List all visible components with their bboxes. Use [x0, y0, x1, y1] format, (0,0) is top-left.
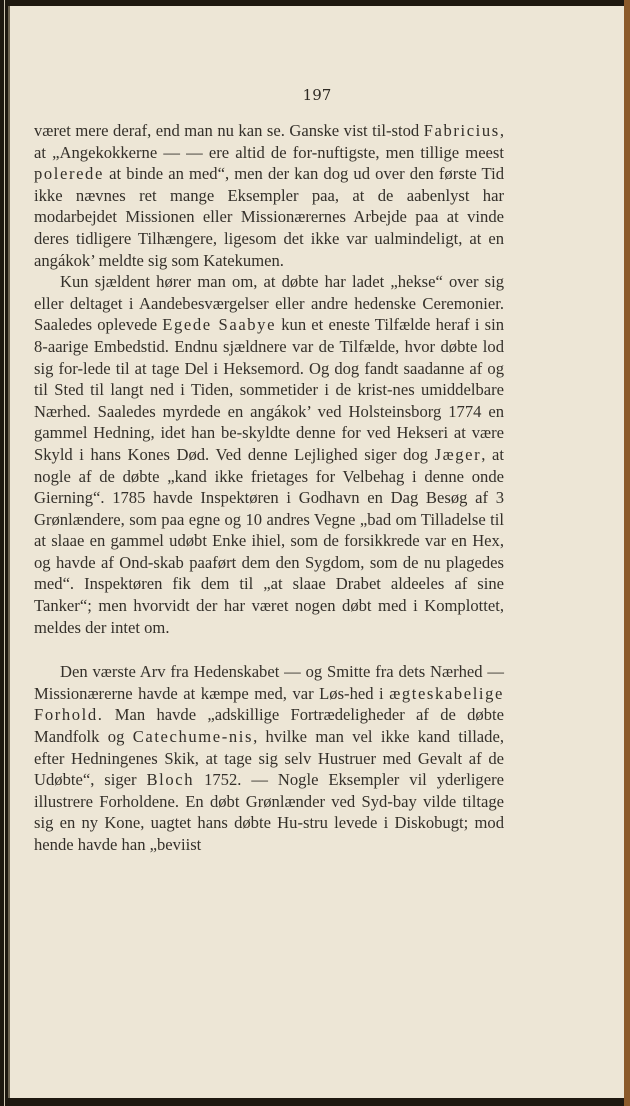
- spaced-name-bloch: Bloch: [146, 770, 195, 790]
- paragraph-3: Den værste Arv fra Hedenskabet — og Smitte fra dets Nærhed — Missionærerne havde at kæmpe med, var Løs-hed i ægteskabelige Forhold. Man havde „adskillige Fortrædeligheder af de døbte Mandfolk og Catechume-nis, hvilke man vel ikke kand tillade, efter Hedningenes Skik, at tage sig selv Hustruer med Gevalt af de Udøbte“, siger Bloch 1752. — Nogle Eksempler vil yderligere illustrere Forholdene. En døbt Grønlænder ved Syd-bay vilde tiltage sig en ny Kone, uagtet hans døbte Hu-stru levede i Diskobugt; mod hende havde han „beviist: [34, 662, 504, 854]
- spaced-word-polerede: polerede: [34, 164, 104, 184]
- paragraph-1: været mere deraf, end man nu kan se. Ganske vist til-stod Fabricius, at „Angekokkerne — — ere altid de for-nuftigste, men tillige meest polerede at binde an med“, men der kan dog ud over den første Tid ikke nævnes ret mange Eksempler paa, at de aabenlyst har modarbejdet Missionen eller Missionærernes Arbejde paa at vinde deres tidligere Tilhængere, ligesom det ikke var ualmindeligt, at en angákok’ meldte sig som Katekumen.: [34, 121, 504, 270]
- right-page-edge: [624, 0, 630, 1106]
- gutter-line: [4, 0, 5, 1106]
- paragraph-2: Kun sjældent hører man om, at døbte har ladet „hekse“ over sig eller deltaget i Aandebesværgelser eller andre hedenske Ceremonier. Saaledes oplevede Egede Saabye kun et eneste Tilfælde heraf i sin 8-aarige Embedstid. Endnu sjældnere var de Tilfælde, hvor døbte lod sig for-lede til at tage Del i Heksemord. Og dog fandt saadanne af og til Sted til langt ned i Tiden, sommetider i de krist-nes umiddelbare Nærhed. Saaledes myrdede en angákok’ ved Holsteinsborg 1774 en gammel Hedning, idet han be-skyldte denne for ved Hekseri at være Skyld i hans Kones Død. Ved denne Lejlighed siger dog Jæger, at nogle af de døbte „kand ikke frietages for Velbehag i denne onde Gierning“. 1785 havde Inspektøren i Godhavn en Dag Besøg af 3 Grønlændere, som paa egne og 10 andres Vegne „bad om Tilladelse til at slaae en gammel udøbt Enke ihiel, som de forsikkrede var en Hex, og havde af Ond-skab paaført dem den Sygdom, som de nu plagedes med“. Inspektøren fik dem til „at slaae Drabet aldeeles af sine Tanker“; men hvorvidt der har været nogen døbt med i Komplottet, meldes der intet om.: [34, 272, 504, 637]
- page-number: 197: [302, 86, 332, 104]
- spaced-name-fabricius: Fabricius: [423, 121, 500, 140]
- body-text: [34, 120, 504, 856]
- spaced-name-jaeger: Jæger: [434, 444, 482, 464]
- spaced-name-egede-saabye: Egede Saabye: [162, 315, 277, 335]
- spaced-phrase-aegteskabelige: ægteskabelige Forhold.: [34, 683, 504, 725]
- book-page: [8, 6, 624, 1098]
- spaced-word-catechumenis: Catechume-nis: [132, 727, 254, 747]
